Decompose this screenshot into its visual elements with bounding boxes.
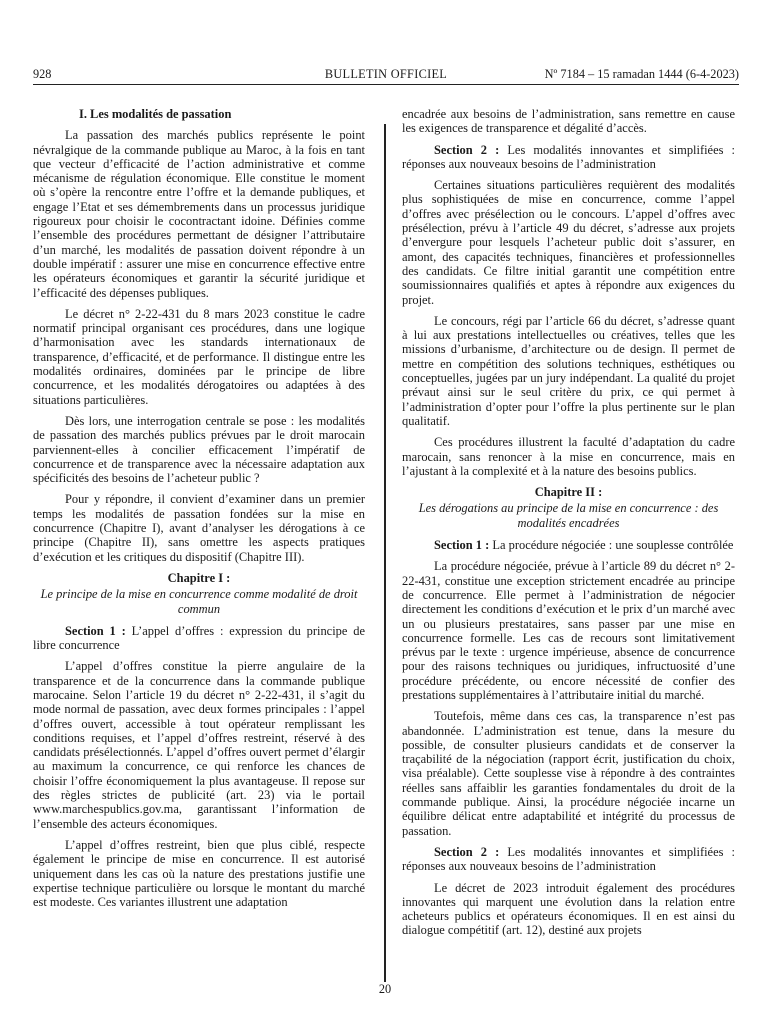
paragraph: Le décret n° 2-22-431 du 8 mars 2023 constitue le cadre normatif principal organisant ces procédures, dans une logique d’harmonisation avec les standards internationaux de transparence, d’efficacité, et de performance. Il distingue entre les modalités ordinaires, dominées par le principe de libre concurrence, et les modalités dérogatoires ou adaptées à des situations particulières. [33,306,365,407]
section-label: Section 1 : [434,538,490,553]
chapter-title: Chapitre I : [167,570,231,585]
issue-reference: Nº 7184 – 15 ramadan 1444 (6-4-2023) [544,67,739,81]
paragraph: La passation des marchés publics représente le point névralgique de la commande publique au Maroc, à la fois en tant que vecteur d’efficacité de l’action administrative et comme mécanisme de régulation économique. Elle constitue le moment où s’opère la rencontre entre l’offre et la demande publiques, et engage l’Etat et ses démembrements dans un processus juridique rigoureux pour choisir le cocontractant idoine. Définies comme l’ensemble des procédures permettant de désigner l’attributaire d’un marché, les modalités de passation doivent répondre à un double impératif : assurer une mise en concurrence effective entre les opérateurs économiques et garantir la sécurité juridique et l’efficacité des dépenses publiques. [33,128,365,300]
left-column [33,107,365,916]
section-label: Section 2 : [434,844,500,859]
section-title [33,624,365,653]
section-text: Les modalités innovantes et simplifiées : réponses aux nouveaux besoins de l’administration [402,844,735,874]
chapter-title: Chapitre II : [534,485,603,500]
paragraph: L’appel d’offres restreint, bien que plus ciblé, respecte également le principe de mise en concurrence. Il est autorisé uniquement dans les cas où la nature des prestations justifie une expertise technique particulière ou lorsque le montant du marché est modeste. Ces variantes illustrent une adaptation [33,837,365,910]
paragraph: encadrée aux besoins de l’administration, sans remettre en cause les exigences de transparence et dégalité d’accès. [402,107,735,136]
section-title [402,143,735,172]
section-text: La procédure négociée : une souplesse contrôlée [489,538,734,553]
paragraph: Le décret de 2023 introduit également des procédures innovantes qui marquent une évolution dans la relation entre acheteurs publics et opérateurs économiques. Il en est ainsi du dialogue compétitif (art. 12), destiné aux projets [402,880,735,938]
page-header [33,66,739,82]
section-text: L’appel d’offres : expression du principe de libre concurrence [33,623,365,653]
section-heading: I. Les modalités de passation [79,107,232,121]
paragraph: L’appel d’offres constitue la pierre angulaire de la transparence et de la concurrence dans la commande publique marocaine. Selon l’article 19 du décret n° 2-22-431, il s’agit du mode normal de passation, avec deux formes principales : l’appel d’offres ouvert, accessible à tout opérateur remplissant les conditions requises, et l’appel d’offres restreint, réservé à des candidats présélectionnés. L’appel d’offres ouvert permet d’élargir au maximum la concurrence, ce qui renforce les chances de choisir l’offre économiquement la plus avantageuse. Il repose sur des règles strictes de publicité (art. 23) via le portail www.marchespublics.gov.ma, garantissant l’information de l’ensemble des acteurs économiques. [33,659,365,831]
paragraph: Ces procédures illustrent la faculté d’adaptation du cadre marocain, sans renoncer à la mise en concurrence, mais en l’ajustant à la complexité et à la nature des besoins publics. [402,435,735,478]
section-title [402,845,735,874]
chapter-subtitle: Les dérogations au principe de la mise en concurrence : des modalités encadrées [418,501,719,530]
section-title [402,538,735,552]
column-divider [384,124,386,994]
header-rule [33,84,739,85]
paragraph: La procédure négociée, prévue à l’article 89 du décret n° 2-22-431, constitue une exception strictement encadrée au principe de concurrence. Elle permet à l’administration de négocier directement les conditions d’exécution et le prix d’un marché avec un ou plusieurs prestataires, sans passer par une mise en concurrence formelle. Les cas de recours sont limitativement prévus par le texte : urgence impérieuse, absence de concurrence pour des raisons techniques ou juridiques, infructuosité d’une procédure précédente, ou encore nécessité de confier des prestations supplémentaires à l’attributaire initial du marché. [402,559,735,702]
paragraph: Toutefois, même dans ces cas, la transparence n’est pas abandonnée. L’administration est tenue, dans la mesure du possible, de consulter plusieurs candidats et de conserver la traçabilité de la négociation (rapport écrit, justification du choix, visa préalable). Cette souplesse vise à répondre à des contraintes réelles sans affaiblir les garanties fondamentales du droit de la commande publique. Ainsi, la procédure négociée incarne un équilibre délicat entre adaptabilité et intégrité du processus de passation. [402,709,735,838]
section-text: Les modalités innovantes et simplifiées : réponses aux nouveaux besoins de l’administration [402,142,735,171]
section-label: Section 2 : [434,142,500,157]
footer-page-label: 20 [376,982,394,996]
chapter-subtitle: Le principe de la mise en concurrence comme modalité de droit commun [40,587,358,616]
paragraph: Dès lors, une interrogation centrale se pose : les modalités de passation des marchés publics prévues par le droit marocain parviennent-elles à concilier efficacement l’impératif de concurrence et de transparence avec la nécessaire adaptation aux spécificités des besoins de l’acheteur public ? [33,413,365,486]
paragraph: Certaines situations particulières requièrent des modalités plus sophistiquées de mise en concurrence, comme l’appel d’offres avec présélection ou le concours. L’appel d’offres avec présélection, prévu à l’article 49 du décret, s’adresse aux projets d’envergure pour lesquels l’acheteur public doit s’assurer, en amont, des capacités techniques, financières et professionnelles des candidats. Ce filtre initial garantit une compétition entre soumissionnaires qualifiés et aptes à répondre aux exigences du projet. [402,178,735,307]
section-label: Section 1 : [65,623,126,638]
paragraph: Pour y répondre, il convient d’examiner dans un premier temps les modalités de passation fondées sur la mise en concurrence (Chapitre I), avant d’analyser les dérogations à ce principe (Chapitre II), sans omettre les aspects pratiques d’exécution et les critiques du dispositif (Chapitre III). [33,492,365,564]
page-number: 928 [33,67,52,81]
publication-title: BULLETIN OFFICIEL [324,67,448,81]
right-column [402,107,735,945]
paragraph: Le concours, régi par l’article 66 du décret, s’adresse quant à lui aux prestations intellectuelles ou créatives, telles que les missions d’urbanisme, d’architecture ou de design. Il permet de mettre en compétition des solutions techniques, esthétiques ou conceptuelles, jugées par un jury indépendant. La qualité du projet prévaut ainsi sur le seul critère du prix, ce qui permet à l’administration d’opter pour l’offre la plus pertinente sur le plan qualitatif. [402,313,735,428]
